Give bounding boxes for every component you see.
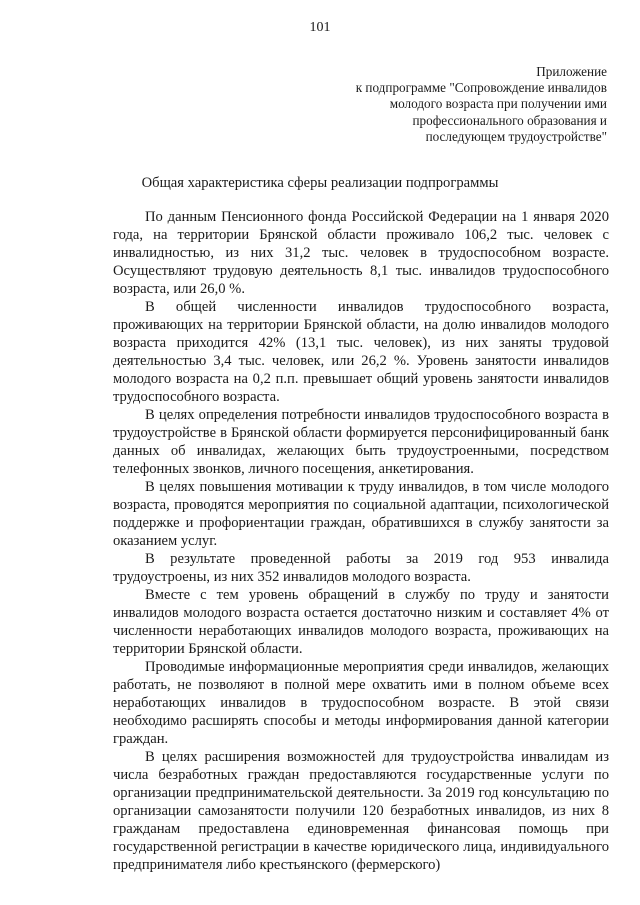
paragraph: Вместе с тем уровень обращений в службу по труду и занятости инвалидов молодого возраста остается достаточно низким и составляет 4% от численности неработающих инвалидов молодого возраста, проживающих на территории Брянской области.: [113, 587, 609, 657]
paragraph: В целях определения потребности инвалидов трудоспособного возраста в трудоустройстве в Брянской области формируется персонифицированный банк данных об инвалидах, желающих быть трудоустроенными, посредством телефонных звонков, личного посещения, анкетирования.: [113, 407, 609, 477]
appendix-line: молодого возраста при получении ими: [389, 96, 607, 112]
appendix-line: к подпрограмме "Сопровождение инвалидов: [355, 80, 607, 96]
paragraph: По данным Пенсионного фонда Российской Федерации на 1 января 2020 года, на территории Брянской области проживало 106,2 тыс. человек с инвалидностью, из них 31,2 тыс. человек в трудоспособном возрасте. Осуществляют трудовую деятельность 8,1 тыс. инвалидов трудоспособного возраста, или 26,0 %.: [113, 209, 609, 297]
paragraph: В целях повышения мотивации к труду инвалидов, в том числе молодого возраста, проводятся мероприятия по социальной адаптации, психологической поддержке и профориентации граждан, обратившихся в службу занятости за оказанием услуг.: [113, 479, 609, 549]
appendix-line: последующем трудоустройстве": [425, 128, 607, 144]
page-number: 101: [309, 20, 331, 35]
body-text: [113, 208, 609, 874]
paragraph: В общей численности инвалидов трудоспособного возраста, проживающих на территории Брянской области, на долю инвалидов молодого возраста приходится 42% (13,1 тыс. человек), из них заняты трудовой деятельностью 3,4 тыс. человек, или 26,2 %. Уровень занятости инвалидов молодого возраста на 0,2 п.п. превышает общий уровень занятости инвалидов трудоспособного возраста.: [113, 299, 609, 405]
paragraph: В целях расширения возможностей для трудоустройства инвалидам из числа безработных граждан предоставляются государственные услуги по организации предпринимательской деятельности. За 2019 год консультацию по организации самозанятости получили 120 безработных инвалидов, из них 8 гражданам предоставлена единовременная финансовая помощь при государственной регистрации в качестве юридического лица, индивидуального предпринимателя либо крестьянского (фермерского): [113, 749, 609, 873]
paragraph: Проводимые информационные мероприятия среди инвалидов, желающих работать, не позволяют в полной мере охватить ими в полном объеме всех неработающих инвалидов в трудоспособном возрасте. В этой связи необходимо расширять способы и методы информирования данной категории граждан.: [113, 659, 609, 747]
appendix-line: профессионального образования и: [412, 112, 607, 128]
paragraph: В результате проведенной работы за 2019 год 953 инвалида трудоустроены, из них 352 инвалидов молодого возраста.: [113, 551, 609, 585]
appendix-note: [307, 64, 607, 145]
appendix-line: Приложение: [536, 64, 607, 79]
section-title: Общая характеристика сферы реализации подпрограммы: [141, 175, 499, 191]
